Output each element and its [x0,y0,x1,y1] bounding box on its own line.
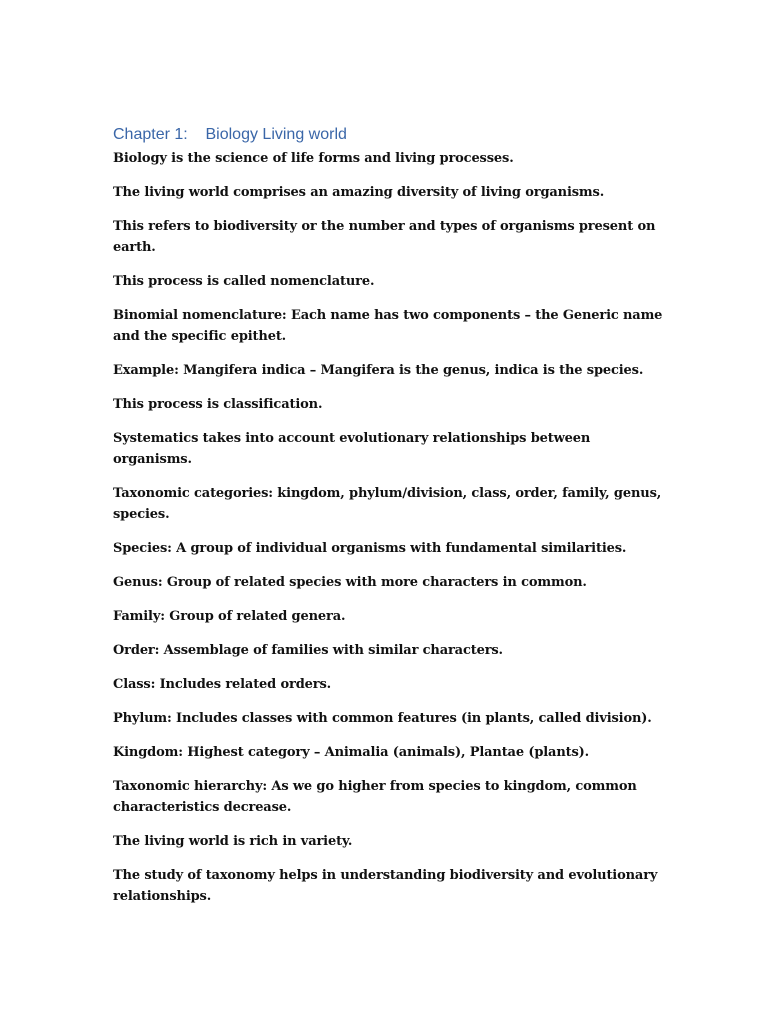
paragraph-systematics: Systematics takes into account evolutionary relationships between organisms. [113,431,591,467]
paragraph-biodiversity: This refers to biodiversity or the number and types of organisms present on earth. [113,219,656,255]
paragraph-phylum: Phylum: Includes classes with common features (in plants, called division). [113,711,652,726]
paragraph-binomial-nomenclature: Binomial nomenclature: Each name has two components – the Generic name and the specific epithet. [113,308,663,344]
paragraph-family: Family: Group of related genera. [113,609,346,624]
paragraph-taxonomic-hierarchy: Taxonomic hierarchy: As we go higher from species to kingdom, common characteristics decrease. [113,779,637,815]
paragraph-example: Example: Mangifera indica – Mangifera is the genus, indica is the species. [113,363,644,378]
paragraph-classification: This process is classification. [113,397,323,412]
paragraph-living-world: The living world comprises an amazing diversity of living organisms. [113,185,605,200]
paragraph-nomenclature: This process is called nomenclature. [113,274,375,289]
chapter-heading: Chapter 1: Biology Living world [113,126,347,143]
paragraph-variety: The living world is rich in variety. [113,834,353,849]
paragraph-taxonomic-categories: Taxonomic categories: kingdom, phylum/division, class, order, family, genus, species. [113,486,662,522]
paragraph-species: Species: A group of individual organisms with fundamental similarities. [113,541,627,556]
paragraph-taxonomy-study: The study of taxonomy helps in understanding biodiversity and evolutionary relationships. [113,868,658,904]
document-body [113,124,673,920]
paragraph-biology-definition: Biology is the science of life forms and living processes. [113,151,514,166]
paragraph-genus: Genus: Group of related species with more characters in common. [113,575,587,590]
paragraph-order: Order: Assemblage of families with similar characters. [113,643,503,658]
paragraph-kingdom: Kingdom: Highest category – Animalia (animals), Plantae (plants). [113,745,590,760]
paragraph-class: Class: Includes related orders. [113,677,332,692]
